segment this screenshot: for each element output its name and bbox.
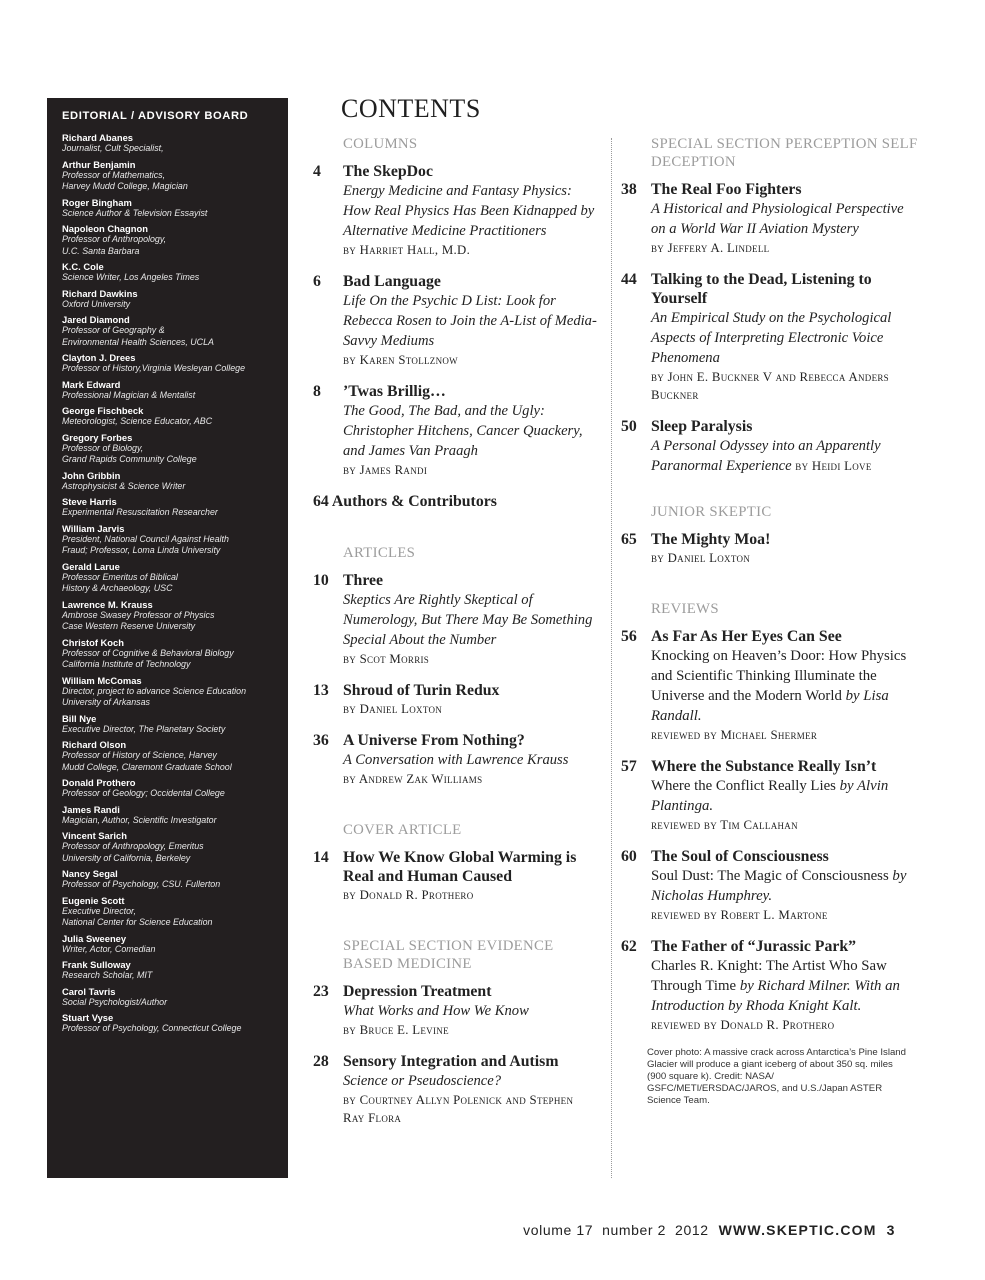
toc-entry[interactable] [621, 270, 921, 404]
entry-title: The Soul of Consciousness [651, 848, 829, 865]
entry-byline: reviewed by Robert L. Martone [651, 908, 828, 922]
board-member [62, 933, 278, 956]
member-role: Professor of Psychology, Connecticut College [62, 1023, 242, 1033]
review-book-author: by Richard Milner. With an Introduction by Rhoda Knight Kalt. [651, 978, 900, 1014]
entry-title: The Real Foo Fighters [651, 181, 802, 198]
entry-page-number: 60 [621, 848, 637, 865]
member-name: William Jarvis [62, 522, 125, 534]
entry-title: As Far As Her Eyes Can See [651, 628, 842, 645]
entry-title: How We Know Global Warming is Real and Human Caused [343, 849, 577, 885]
review-book-info [651, 866, 921, 906]
entry-byline: by Harriet Hall, M.D. [343, 243, 471, 257]
contents-column-left [313, 135, 598, 1140]
entry-description [343, 750, 598, 770]
entry-description-text: The Good, The Bad, and the Ugly: Christopher Hitchens, Cancer Quackery, and James Van Praagh [343, 403, 583, 459]
entry-page-number: 14 [313, 849, 329, 866]
member-role: Meteorologist, Science Educator, ABC [62, 416, 213, 426]
entry-page-number: 36 [313, 732, 329, 749]
entry-description-text: A Personal Odyssey into an Apparently Paranormal Experience [651, 438, 881, 474]
entry-byline: reviewed by Tim Callahan [651, 818, 798, 832]
member-name: Richard Dawkins [62, 287, 138, 299]
review-book-author: by Nicholas Humphrey. [651, 868, 907, 904]
board-member [62, 197, 278, 220]
board-member [62, 675, 278, 709]
psd-list [621, 180, 921, 476]
toc-entry[interactable] [313, 272, 598, 369]
review-book-title: Where the Conflict Really Lies [651, 778, 836, 794]
entry-page-number: 44 [621, 271, 637, 288]
board-member [62, 159, 278, 193]
toc-entry[interactable] [313, 571, 598, 668]
member-name: Christof Koch [62, 636, 124, 648]
entry-title: The SkepDoc [343, 163, 433, 180]
member-role: Oxford University [62, 298, 131, 309]
columns-list [313, 162, 598, 479]
member-role: Social Psychologist/Author [62, 996, 168, 1007]
board-member [62, 895, 278, 929]
member-role: Executive Director, The Planetary Society [62, 723, 226, 734]
section-cover-heading: COVER ARTICLE [343, 822, 462, 838]
entry-page-number: 8 [313, 383, 321, 400]
entry-description-text: A Conversation with Lawrence Krauss [343, 752, 569, 768]
entry-page-number: 4 [313, 163, 321, 180]
board-member [62, 352, 278, 375]
review-book-title: Soul Dust: The Magic of Consciousness [651, 868, 889, 884]
board-member [62, 777, 278, 800]
section-reviews-heading: REVIEWS [651, 601, 719, 617]
review-entry[interactable] [621, 757, 921, 834]
entry-byline: by Donald R. Prothero [343, 888, 474, 902]
entry-byline: by Bruce E. Levine [343, 1023, 449, 1037]
member-role: Professor of Geography & Environmental Health Sciences, UCLA [62, 325, 214, 347]
entry-description [343, 1001, 598, 1021]
page-footer [523, 1222, 895, 1238]
toc-entry[interactable] [313, 1052, 598, 1127]
entry-description [343, 1071, 598, 1091]
member-name: Carol Tavris [62, 985, 116, 997]
member-name: Stuart Vyse [62, 1012, 114, 1023]
board-member [62, 314, 278, 348]
member-role: Professor of History,Virginia Wesleyan College [62, 363, 246, 373]
member-role: Astrophysicist & Science Writer [62, 480, 186, 491]
member-name: William McComas [62, 674, 142, 686]
entry-description-text: What Works and How We Know [343, 1003, 529, 1019]
member-name: Nancy Segal [62, 868, 118, 879]
entry-page-number: 23 [313, 983, 329, 1000]
entry-page-number: 38 [621, 181, 637, 198]
member-name: Roger Bingham [62, 196, 132, 208]
entry-byline: by Courtney Allyn Polenick and Stephen Ray Flora [343, 1093, 574, 1125]
column-divider [611, 138, 612, 1178]
entry-page-number: 13 [313, 682, 329, 699]
entry-title: Where the Substance Really Isn’t [651, 758, 877, 775]
member-role: Professor of Anthropology, Emeritus University of California, Berkeley [62, 841, 204, 863]
board-member [62, 1012, 278, 1035]
member-name: Gregory Forbes [62, 431, 133, 443]
entry-byline: by Daniel Loxton [651, 551, 751, 565]
member-name: Julia Sweeney [62, 932, 127, 944]
member-name: Mark Edward [62, 378, 121, 390]
member-role: Writer, Actor, Comedian [62, 943, 156, 954]
member-name: Richard Abanes [62, 132, 134, 143]
section-junior-heading: JUNIOR SKEPTIC [651, 504, 772, 520]
member-name: Arthur Benjamin [62, 158, 136, 170]
review-book-title: Charles R. Knight: The Artist Who Saw Through Time [651, 958, 887, 994]
entry-description-text: Science or Pseudoscience? [343, 1073, 502, 1089]
entry-description [343, 590, 598, 650]
board-member [62, 470, 278, 493]
entry-byline: by James Randi [343, 463, 428, 477]
entry-title: Bad Language [343, 273, 441, 290]
review-entry[interactable] [621, 627, 921, 744]
entry-byline: by John E. Buckner V and Rebecca Anders Buckner [651, 370, 889, 402]
member-name: Eugenie Scott [62, 894, 125, 906]
entry-byline: by Daniel Loxton [343, 702, 443, 716]
entry-byline: by Andrew Zak Williams [343, 772, 483, 786]
member-role: Science Author & Television Essayist [62, 207, 208, 218]
board-member [62, 637, 278, 671]
review-book-info [651, 646, 921, 726]
entry-page-number: 64 [313, 493, 329, 510]
board-heading: EDITORIAL / ADVISORY BOARD [62, 110, 249, 122]
review-book-info [651, 776, 921, 816]
member-role: Professor of History of Science, Harvey Mudd College, Claremont Graduate School [62, 750, 232, 772]
board-member [62, 599, 278, 633]
member-role: Executive Director, National Center for Science Education [62, 905, 213, 927]
entry-description-text: An Empirical Study on the Psychological Aspects of Interpreting Electronic Voice Phenomena [651, 310, 892, 366]
review-book-author: by Alvin Plantinga. [651, 778, 889, 814]
entry-title: The Father of “Jurassic Park” [651, 938, 857, 955]
toc-entry[interactable] [313, 982, 598, 1039]
board-member [62, 868, 278, 891]
member-role: Ambrose Swasey Professor of Physics Case Western Reserve University [62, 609, 215, 631]
toc-entry-junior[interactable] [621, 530, 921, 567]
entry-title: Shroud of Turin Redux [343, 682, 500, 699]
entry-title: Talking to the Dead, Listening to Yourself [651, 271, 872, 307]
section-psd-heading: SPECIAL SECTION PERCEPTION SELF DECEPTION [651, 136, 918, 170]
entry-byline: reviewed by Donald R. Prothero [651, 1018, 835, 1032]
board-member [62, 713, 278, 736]
entry-description-text: A Historical and Physiological Perspective on a World War II Aviation Mystery [651, 201, 904, 237]
board-members-list [62, 132, 278, 1035]
entry-title: Sleep Paralysis [651, 418, 753, 435]
member-role: Professor of Biology, Grand Rapids Community College [62, 442, 197, 464]
toc-entry-cover[interactable] [313, 848, 598, 904]
entry-description-text: Life On the Psychic D List: Look for Rebecca Rosen to Join the A-List of Media-Savvy Mediums [343, 293, 597, 349]
member-name: Gerald Larue [62, 560, 120, 572]
member-name: George Fischbeck [62, 405, 144, 416]
toc-entry[interactable] [313, 681, 598, 718]
entry-description [651, 308, 921, 368]
website-link[interactable]: WWW.SKEPTIC.COM [718, 1222, 877, 1238]
member-name: Napoleon Chagnon [62, 223, 148, 234]
entry-title: Three [343, 572, 384, 589]
review-entry[interactable] [621, 937, 921, 1034]
review-book-author: by Lisa Randall. [651, 688, 889, 724]
toc-entry[interactable] [313, 162, 598, 259]
entry-byline: by Scot Morris [343, 652, 430, 666]
member-name: Richard Olson [62, 739, 127, 750]
issue-info: volume 17 number 2 2012 [523, 1222, 709, 1238]
member-role: Research Scholar, MIT [62, 970, 153, 980]
entry-title: Sensory Integration and Autism [343, 1053, 559, 1070]
entry-description-text: Energy Medicine and Fantasy Physics: How Real Physics Has Been Kidnapped by Alternative Medicine Practitioners [343, 183, 595, 239]
member-role: Professor Emeritus of Biblical History & Archaeology, USC [62, 571, 178, 593]
entry-title: The Mighty Moa! [651, 531, 771, 548]
board-member [62, 561, 278, 595]
member-name: John Gribbin [62, 469, 121, 481]
entry-description [651, 199, 921, 239]
member-role: Professor of Geology; Occidental College [62, 788, 225, 798]
member-name: Frank Sulloway [62, 959, 131, 970]
board-member [62, 432, 278, 466]
entry-page-number: 6 [313, 273, 321, 290]
toc-entry-authors[interactable] [313, 492, 598, 511]
entry-byline: reviewed by Michael Shermer [651, 728, 818, 742]
review-entry[interactable] [621, 847, 921, 924]
entry-page-number: 65 [621, 531, 637, 548]
member-name: Clayton J. Drees [62, 352, 136, 363]
entry-title: A Universe From Nothing? [343, 732, 525, 749]
member-role: Director, project to advance Science Education University of Arkansas [62, 685, 247, 707]
review-book-info [651, 956, 921, 1016]
member-role: Experimental Resuscitation Researcher [62, 507, 218, 517]
member-role: Science Writer, Los Angeles Times [62, 272, 200, 282]
board-member [62, 804, 278, 827]
entry-title: ’Twas Brillig… [343, 383, 446, 400]
member-name: Donald Prothero [62, 777, 136, 788]
entry-description-text: Skeptics Are Rightly Skeptical of Numerology, But There May Be Something Special About the Number [343, 592, 593, 648]
entry-page-number: 56 [621, 628, 637, 645]
section-columns-heading: COLUMNS [343, 136, 418, 152]
section-articles-heading: ARTICLES [343, 545, 416, 561]
member-name: Bill Nye [62, 712, 97, 724]
page-number: 3 [886, 1222, 895, 1238]
page-title: CONTENTS [341, 94, 481, 123]
entry-page-number: 28 [313, 1053, 329, 1070]
board-member [62, 223, 278, 257]
entry-page-number: 62 [621, 938, 637, 955]
toc-entry[interactable] [313, 382, 598, 479]
member-role: Professor of Psychology, CSU. Fullerton [62, 879, 221, 889]
toc-entry[interactable] [313, 731, 598, 788]
toc-entry[interactable] [621, 180, 921, 257]
contents-column-right [621, 135, 921, 1107]
toc-entry[interactable] [621, 417, 921, 476]
board-member [62, 405, 278, 428]
member-name: Vincent Sarich [62, 830, 127, 841]
board-member [62, 739, 278, 773]
member-role: President, National Council Against Health Fraud; Professor, Loma Linda University [62, 533, 229, 555]
cover-photo-credit: Cover photo: A massive crack across Antarctica’s Pine Island Glacier will produce a giant iceberg of about 350 sq. miles (900 square k). Credit: NASA/ GSFC/METI/ERSDAC/JAROS, and U.S./Japan ASTER Science Team. [647, 1047, 906, 1106]
entry-title: Authors & Contributors [331, 493, 497, 510]
member-name: K.C. Cole [62, 261, 104, 272]
entry-description [343, 291, 598, 351]
board-member [62, 986, 278, 1009]
entry-description [343, 401, 598, 461]
member-name: Jared Diamond [62, 314, 130, 325]
member-name: Steve Harris [62, 496, 117, 507]
board-member [62, 288, 278, 311]
board-member [62, 132, 278, 155]
member-role: Professional Magician & Mentalist [62, 389, 196, 400]
entry-description [651, 436, 921, 476]
board-member [62, 830, 278, 864]
entry-description [343, 181, 598, 241]
board-member [62, 959, 278, 982]
member-role: Professor of Cognitive & Behavioral Biology California Institute of Technology [62, 647, 234, 669]
entry-title: Depression Treatment [343, 983, 492, 1000]
entry-page-number: 50 [621, 418, 637, 435]
entry-page-number: 10 [313, 572, 329, 589]
articles-list [313, 571, 598, 788]
entry-byline: by Karen Stollznow [343, 353, 458, 367]
entry-byline: by Jeffery A. Lindell [651, 241, 770, 255]
member-name: James Randi [62, 803, 120, 815]
board-member [62, 496, 278, 519]
entry-page-number: 57 [621, 758, 637, 775]
entry-byline: by Heidi Love [795, 459, 872, 473]
review-book-title: Knocking on Heaven’s Door: How Physics and Scientific Thinking Illuminate the Universe and the Modern World [651, 648, 907, 704]
member-role: Magician, Author, Scientific Investigator [62, 814, 217, 825]
member-role: Professor of Anthropology, U.C. Santa Barbara [62, 234, 167, 256]
board-member [62, 523, 278, 557]
member-role: Professor of Mathematics, Harvey Mudd College, Magician [62, 169, 188, 191]
section-ebm-heading: SPECIAL SECTION EVIDENCE BASED MEDICINE [343, 938, 554, 972]
board-member [62, 379, 278, 402]
member-role: Journalist, Cult Specialist, [62, 143, 164, 153]
ebm-list [313, 982, 598, 1127]
member-name: Lawrence M. Krauss [62, 598, 153, 610]
reviews-list [621, 627, 921, 1034]
board-member [62, 261, 278, 284]
editorial-board-panel [47, 98, 288, 1178]
